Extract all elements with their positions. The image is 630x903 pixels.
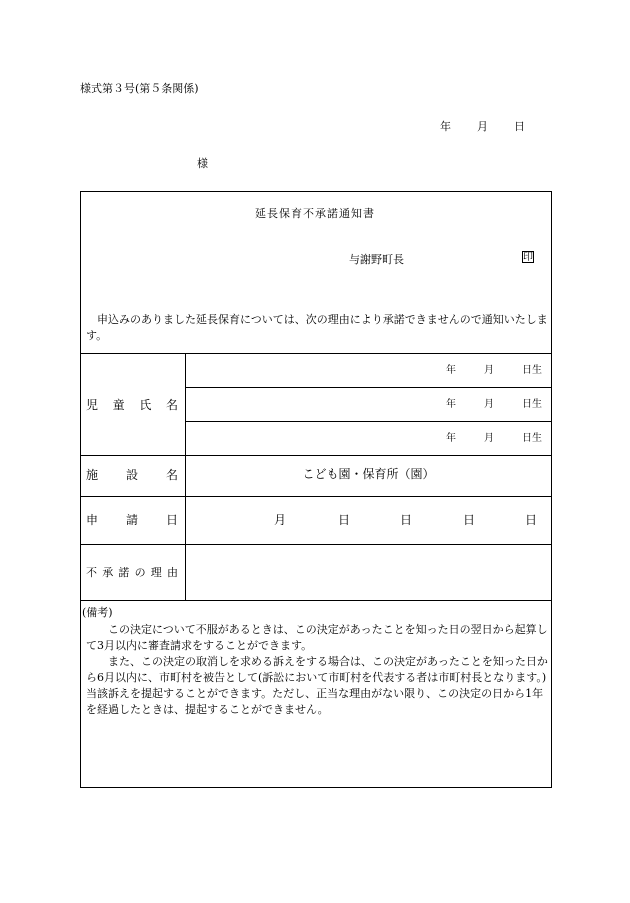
- issuer: 与謝野町長: [349, 253, 404, 266]
- facility-label: 施 設 名: [86, 468, 178, 482]
- seal-stamp: 印: [523, 252, 533, 263]
- application-top-line: [80, 496, 552, 497]
- refusal-reason-label: 不 承 諾 の 理 由: [86, 566, 178, 579]
- application-day-4: 日: [525, 513, 538, 527]
- date-day: 日: [514, 120, 525, 133]
- document-title: 延長保育不承諾通知書: [255, 207, 375, 220]
- child-row-line-1: [185, 387, 552, 388]
- child-birthdate-1: 年 月 日生: [446, 365, 542, 376]
- table-top-line: [80, 353, 552, 354]
- date-year: 年: [440, 120, 451, 133]
- remarks-heading: (備考): [82, 606, 113, 619]
- facility-value: こども園・保育所（園）: [302, 467, 435, 481]
- application-date-label: 申 請 日: [86, 513, 178, 527]
- child-name-label: 児 童 氏 名: [86, 398, 178, 412]
- application-month: 月: [274, 513, 287, 527]
- application-day-3: 日: [463, 513, 476, 527]
- application-day-1: 日: [338, 513, 351, 527]
- facility-top-line: [80, 455, 552, 456]
- remarks-paragraph-2: また、この決定の取消しを求める訴えをする場合は、この決定があったことを知った日から6月以内に、市町村を被告として(訴訟において市町村を代表する者は市町村長となります。)当該訴えを提起することができます。ただし、正当な理由がない限り、この決定の日から1年を経過したときは、提起することができません。: [86, 655, 548, 716]
- child-birthdate-3: 年 月 日生: [446, 433, 542, 444]
- child-row-line-2: [185, 421, 552, 422]
- intro-text: 申込みのありました延長保育については、次の理由により承諾できませんので通知いたします。: [86, 313, 548, 342]
- child-birthdate-2: 年 月 日生: [446, 399, 542, 410]
- remarks-paragraph-1: この決定について不服があるときは、この決定があったことを知った日の翌日から起算して3月以内に審査請求をすることができます。: [86, 623, 548, 652]
- addressee-suffix: 様: [197, 157, 208, 170]
- reason-top-line: [80, 544, 552, 545]
- notice-date: [440, 119, 525, 134]
- application-day-2: 日: [400, 513, 413, 527]
- date-month: 月: [477, 120, 488, 133]
- form-number: 様式第３号(第５条関係): [80, 82, 199, 95]
- remarks-top-line: [80, 600, 552, 601]
